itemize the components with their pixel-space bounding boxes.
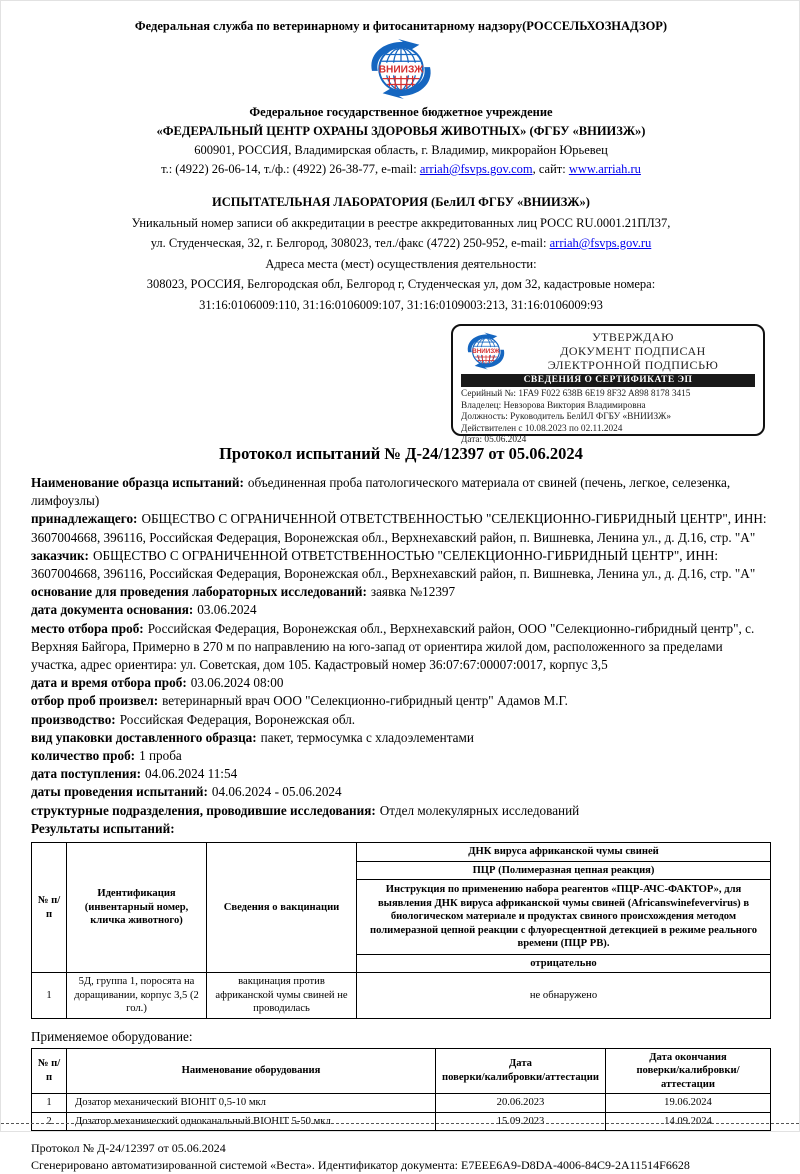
field-value: пакет, термосумка с хладоэлементами [260,729,474,745]
field-sampling-datetime [31,674,771,692]
table-row [32,1112,771,1131]
field-sample-name [31,474,771,510]
lab-activity-label: Адреса места (мест) осуществления деятельности: [265,256,537,271]
org-address: 600901, РОССИЯ, Владимирская область, г. Владимир, микрорайон Юрьевец [194,143,608,157]
document-title: Протокол испытаний № Д-24/12397 от 05.06.2024 [219,444,583,463]
field-value: 04.06.2024 11:54 [144,766,238,782]
field-label: Наименование образца испытаний: [31,475,244,490]
page-cut-line [1,1123,799,1124]
stamp-signed-line1: ДОКУМЕНТ ПОДПИСАН [560,344,706,358]
equip-row-end: 14.09.2024 [606,1112,771,1131]
field-label: место отбора проб: [31,620,144,636]
field-value: ОБЩЕСТВО С ОГРАНИЧЕННОЙ ОТВЕТСТВЕННОСТЬЮ "СЕЛЕКЦИОННО-ГИБРИДНЫЙ ЦЕНТР", ИНН: 3607004668, 396116, Российская Федерация, Воронежская обл., Верхнехавский район, п. Вишневка, Ленина ул., д. Д.16, стр. "А" [31,547,756,582]
lab-cadastral: 31:16:0106009:110, 31:16:0106009:107, 31:16:0109003:213, 31:16:0106009:93 [199,297,603,312]
agency-line: Федеральная служба по ветеринарному и фитосанитарному надзору(РОССЕЛЬХОЗНАДЗОР) [134,19,668,33]
equip-row-name: Дозатор механический одноканальный BIOHIT 5-50 мкл [67,1112,436,1131]
field-value: 04.06.2024 - 05.06.2024 [211,784,342,800]
results-method: ПЦР (Полимеразная цепная реакция) [357,861,771,880]
stamp-position: Должность: Руководитель БелИЛ ФГБУ «ВНИИЗЖ» [461,412,672,423]
field-sampler [31,692,771,710]
stamp-logo-text: ВНИИЗЖ [472,348,500,356]
results-test-name: ДНК вируса африканской чумы свиней [357,843,771,862]
equip-row-date: 20.06.2023 [436,1094,606,1113]
field-label: структурные подразделения, проводившие исследования: [31,802,376,818]
field-value: 03.06.2024 [197,602,257,618]
equip-row-name: Дозатор механический BIOHIT 0,5-10 мкл [67,1094,436,1113]
field-customer [31,547,771,583]
stamp-serial: Серийный №: 1FA9 F022 638B 6E19 8F32 A898 8178 3415 [461,389,691,399]
org-contacts [31,160,771,179]
field-label: принадлежащего: [31,511,138,527]
field-packaging [31,729,771,747]
field-label: производство: [31,711,116,727]
field-label: основание для проведения лабораторных исследований: [31,584,367,600]
field-label: отбор проб произвел: [31,693,159,709]
stamp-signed-line2: ЭЛЕКТРОННОЙ ПОДПИСЬЮ [547,358,719,372]
field-value: Российская Федерация, Воронежская обл. [119,711,356,727]
equip-col-date-line2: поверки/калибровки/аттестации [442,1071,599,1083]
result-row-result: не обнаружено [357,973,771,1019]
equip-row-num: 1 [32,1094,67,1113]
field-production [31,711,771,729]
equip-col-end [606,1048,771,1094]
equip-col-date-line1: Дата [509,1058,532,1070]
field-basis-date [31,601,771,619]
stamp-date: Дата: 05.06.2024 [461,435,527,446]
org-type: Федеральное государственное бюджетное учреждение [249,105,553,119]
equip-col-end-line1: Дата окончания [649,1051,727,1063]
result-row-num: 1 [32,973,67,1019]
header-logo-wrap [31,39,771,99]
field-label: даты проведения испытаний: [31,784,208,800]
equipment-title: Применяемое оборудование: [31,1028,193,1044]
field-label: дата и время отбора проб: [31,675,187,691]
field-value: объединенная проба патологического материала от свиней (печень, легкое, селезенка, лимфоузлы) [31,475,731,509]
vniizh-globe-logo-icon [359,39,443,99]
field-basis [31,583,771,601]
signature-stamp [451,324,765,446]
field-sampling-place [31,620,771,675]
field-test-dates [31,783,771,801]
contacts-prefix: т.: (4922) 26-06-14, т./ф.: (4922) 26-38-77, e-mail: [161,162,420,176]
field-owner [31,510,771,546]
table-row [32,1094,771,1113]
equip-row-date: 15.09.2023 [436,1112,606,1131]
field-label: дата поступления: [31,766,141,782]
logo-text: ВНИИЗЖ [378,64,424,76]
equip-col-end-line2: поверки/калибровки/аттестации [636,1065,740,1090]
results-col-id: Идентификация (инвентарный номер, кличка животного) [67,843,207,973]
org-email-link[interactable]: arriah@fsvps.gov.com [419,162,533,176]
field-departments [31,802,771,820]
document-footer [31,1140,771,1174]
org-name: «ФЕДЕРАЛЬНЫЙ ЦЕНТР ОХРАНЫ ЗДОРОВЬЯ ЖИВОТНЫХ» (ФГБУ «ВНИИЗЖ») [156,124,646,138]
org-site-link[interactable]: www.arriah.ru [568,162,641,176]
stamp-globe-logo-icon [461,332,511,370]
protocol-fields [31,474,771,838]
field-label: Результаты испытаний: [31,820,175,836]
results-col-vacc: Сведения о вакцинации [207,843,357,973]
lab-address-prefix: ул. Студенческая, 32, г. Белгород, 308023, тел./факс (4722) 250-952, e-mail: [150,236,550,250]
stamp-owner: Владелец: Невзорова Виктория Владимировна [461,400,646,411]
results-norm: отрицательно [357,954,771,973]
field-value: 1 проба [139,748,182,764]
field-value: ветеринарный врач ООО "Селекционно-гибридный центр" Адамов М.Г. [162,693,568,709]
equip-col-date [436,1048,606,1094]
result-row-vacc: вакцинация против африканской чумы свиней не проводилась [207,973,357,1019]
lab-accreditation: Уникальный номер записи об аккредитации в реестре аккредитованных лиц РОСС RU.0001.21ПЛ37, [131,215,671,230]
field-label: заказчик: [31,547,89,563]
document-page [1,1,799,1174]
table-row [32,973,771,1019]
lab-activity-address: 308023, РОССИЯ, Белгородская обл, Белгород г, Студенческая ул, дом 32, кадастровые номера: [146,277,656,291]
footer-generated-line: Сгенерировано автоматизированной системой «Веста». Идентификатор документа: E7EEE6A9-D8DA-4006-84C9-2A11514F6628 [31,1158,690,1173]
equip-col-name: Наименование оборудования [67,1048,436,1094]
lab-email-link[interactable]: arriah@fsvps.gov.ru [549,236,652,250]
stamp-approve: УТВЕРЖДАЮ [592,330,674,344]
field-value: Российская Федерация, Воронежская обл., Верхнехавский район, ООО "Селекционно-гибридный центр", с. Верхняя Байгора, Примерно в 270 м по направлению на юго-запад от ориентира жилой дом, расположенного за пределами участка, адрес ориентира: ул. Советская, дом 105. Кадастровый номер 36:07:67:00007:0017, корпус 3,5 [31,620,755,673]
equip-col-num: № п/п [32,1048,67,1094]
lab-title: ИСПЫТАТЕЛЬНАЯ ЛАБОРАТОРИЯ (БелИЛ ФГБУ «ВНИИЗЖ») [212,195,590,209]
field-value: ОБЩЕСТВО С ОГРАНИЧЕННОЙ ОТВЕТСТВЕННОСТЬЮ "СЕЛЕКЦИОННО-ГИБРИДНЫЙ ЦЕНТР", ИНН: 3607004668, 396116, Российская Федерация, Воронежская обл., Верхнехавский район, п. Вишневка, Ленина ул., д. Д.16, стр. "А" [31,511,767,545]
equipment-table [31,1048,771,1132]
results-table [31,842,771,1019]
equip-row-num: 2 [32,1112,67,1131]
stamp-cert-bar: СВЕДЕНИЯ О СЕРТИФИКАТЕ ЭП [461,374,755,387]
equip-row-end: 19.06.2024 [606,1094,771,1113]
field-sample-count [31,747,771,765]
stamp-head [511,330,755,372]
footer-protocol-ref: Протокол № Д-24/12397 от 05.06.2024 [31,1141,226,1156]
field-label: вид упаковки доставленного образца: [31,729,257,745]
field-label: дата документа основания: [31,602,194,618]
stamp-row [31,324,765,446]
field-value: Отдел молекулярных исследований [379,802,580,818]
field-value: заявка №12397 [370,584,456,600]
field-receipt-date [31,765,771,783]
field-value: 03.06.2024 08:00 [190,675,284,691]
results-col-num: № п/п [32,843,67,973]
stamp-validity: Действителен с 10.08.2023 по 02.11.2024 [461,423,623,434]
result-row-id: 5Д, группа 1, поросята на доращивании, корпус 3,5 (2 гол.) [67,973,207,1019]
results-heading [31,820,771,838]
results-instruction: Инструкция по применению набора реагентов «ПЦР-АЧС-ФАКТОР», для выявления ДНК вируса африканской чумы свиней (Africanswinefevervirus) в биологическом материале и продуктах свиного происхождения методом полимеразной цепной реакции с флуоресцентной детекцией в режиме реального времени (ПЦР РВ). [357,880,771,955]
lab-address [31,233,771,254]
field-label: количество проб: [31,748,136,764]
contacts-middle: , сайт: [532,162,569,176]
